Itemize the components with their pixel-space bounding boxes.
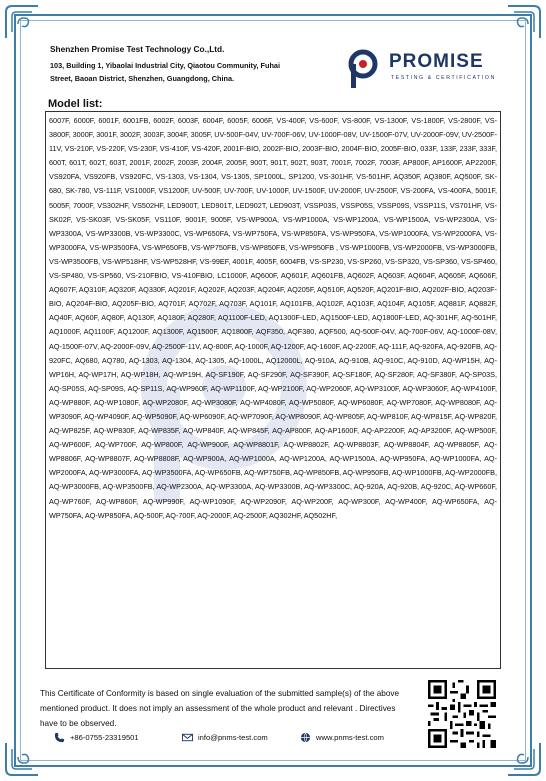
contact-phone: [54, 732, 139, 743]
email-icon: [182, 732, 193, 743]
company-address: [50, 59, 320, 85]
logo-tagline: TESTING & CERTIFICATION: [391, 75, 496, 81]
logo-wordmark: PROMISE: [389, 51, 484, 72]
corner-ornament-icon: [2, 739, 42, 779]
contact-email[interactable]: [182, 732, 268, 743]
address-line-2: Street, Baoan District, Shenzhen, Guangdong, China.: [50, 74, 235, 83]
promise-logo-mark: [345, 47, 385, 91]
website-url[interactable]: www.pnms-test.com: [316, 733, 384, 742]
company-name: Shenzhen Promise Test Technology Co.,Ltd.: [50, 44, 225, 54]
contact-website[interactable]: [300, 732, 384, 743]
model-list-text: 6007F, 6000F, 6001F, 6001FB, 6002F, 6003F, 6004F, 6005F, 6006F, VS-400F, VS-600F, VS-800F, VS-1300F, VS-1800F, VS-2800F, VS-3800F, 3000F, 3001F, 3002F, 3003F, 3004F, 3005F, UV-500F-04V, UV-700F-06V, UV-1000F-08V, UV-1500F-07V, UV-2000F-09V, UV-2500F-11V, VS-210F, VS-220F, VS-230F, VS-410F, VS-420F, 2001F-BIO, 2002F-BIO, 2003F-BIO, 2004F-BIO, 2005F-BIO, 033F, 133F, 233F, 333F, 600T, 601T, 602T, 603T, 2001F, 2002F, 2003F, 2004F, 2005F, 900T, 901T, 902T, 903T, 7001F, 7002F, 7003F, AP800F, AP1600F, AP2200F, VS920FA, VS920FB, VS920FC, VS-1303, VS-1304, VS-1305, SP1000L, SP1200, VS-301HF, VS-501HF, AQ350F, AQ380F, AQ500F, SK-680, SK-780, VS-111F, VS1000F, VS1200F, UV-500F, UV-700F, UV-1000F, UV-1500F, UV-2000F, UV-2500F, VS-200FA, VS-400FA, 5001F, 5005F, 7000F, VS302HF, VS502HF, LED900T, LED901T, LED902T, LED903T, VSSP03S, VSSP05S, VSSP09S, VSSP11S, VS701HF, VS-SK02F, VS-SK03F, VS-SK05F, VS110F, 9001F, 9005F, VS-WP900A, VS-WP1000A, VS-WP1200A, VS-WP1500A, VS-WP2300A, VS-WP3300A, VS-WP3300B, VS-WP3300C, VS-WP650FA, VS-WP750FA, VS-WP850FA, VS-WP950FA, VS-WP1000FA, VS-WP2000FA, VS-WP3000FA, VS-WP3500FA, VS-WP650FB, VS-WP750FB, VS-WP850FB, VS-WP950FB , VS-WP1000FB, VS-WP2000FB, VS-WP3000FB, VS-WP3500FB, VS-WP518HF, VS-WP528HF, VS-99EF, 4001F, 4005F, 6004FB, VS-SP230, VS-SP260, VS-SP320, VS-SP360, VS-SP460, VS-SP480, VS-SP560, VS-210FBIO, VS-410FBIO, LC1000F, AQ600F, AQ601F, AQ601FB, AQ602F, AQ603F, AQ604F, AQ605F, AQ606F, AQ607F, AQ310F, AQ320F, AQ330F, AQ201F, AQ202F, AQ203F, AQ204F, AQ205F, AQ510F, AQ520F, AQ201F-BIO, AQ202F-BIO, AQ203F-BIO, AQ204F-BIO, AQ205F-BIO, AQ701F, AQ702F, AQ703F, AQ101F, AQ101FB, AQ102F, AQ103F, AQ104F, AQ105F, AQ881F, AQ882F, AQ40F, AQ60F, AQ80F, AQ130F, AQ180F, AQ280F, AQ1100F-LED, AQ1300F-LED, AQ1500F-LED, AQ1800F-LED, AQ-301HF, AQ-501HF, AQ1000F, AQ1100F, AQ1200F, AQ1300F, AQ1500F, AQ1800F, AQF350, AQF380, AQF500, AQ-500F-04V, AQ-700F-06V, AQ-1000F-08V, AQ-1500F-07V, AQ-2000F-09V, AQ-2500F-11V, AQ-800F, AQ-1000F, AQ-1200F, AQ-1600F, AQ-2200F, AQ-111F, AQ-920FA, AQ-920FB, AQ-920FC, AQ680, AQ780, AQ-1303, AQ-1304, AQ-1305, AQ-1000L, AQ12000L, AQ-910A, AQ-910B, AQ-910C, AQ-910D, AQ-WP15H, AQ-WP16H, AQ-WP17H, AQ-WP18H, AQ-WP19H, AQ-SF190F, AQ-SF290F, AQ-SF390F, AQ-SF180F, AQ-SF280F, AQ-SF380F, AQ-SP03S, AQ-SP05S, AQ-SP09S, AQ-SP11S, AQ-WP960F, AQ-WP1100F, AQ-WP2100F, AQ-WP2060F, AQ-WP3100F, AQ-WP3060F, AQ-WP4100F, AQ-WP880F, AQ-WP1080F, AQ-WP2080F, AQ-WP3080F, AQ-WP4080F, AQ-WP5080F, AQ-WP6080F, AQ-WP7080F, AQ-WP8080F, AQ-WP3090F, AQ-WP4090F, AQ-WP5090F, AQ-WP6090F, AQ-WP7090F, AQ-WP8090F, AQ-WP805F, AQ-WP810F, AQ-WP815F, AQ-WP820F, AQ-WP825F, AQ-WP830F, AQ-WP835F, AQ-WP840F, AQ-WP845F, AQ-AP800F, AQ-AP1600F, AQ-AP2200F, AQ-AP3200F, AQ-WP500F, AQ-WP600F, AQ-WP700F, AQ-WP800F, AQ-WP900F, AQ-WP8801F, AQ-WP8802F, AQ-WP8803F, AQ-WP8804F, AQ-WP8805F, AQ-WP8806F, AQ-WP8807F, AQ-WP8808F, AQ-WP900A, AQ-WP1000A, AQ-WP1200A, AQ-WP1500A, AQ-WP950FA, AQ-WP1000FA, AQ-WP2000FA, AQ-WP3000FA, AQ-WP3500FA, AQ-WP650FB, AQ-WP750FB, AQ-WP850FB, AQ-WP950FB, AQ-WP1000FB, AQ-WP2000FB, AQ-WP3000FB, AQ-WP3500FB, AQ-WP2300A, AQ-WP3300A, AQ-WP3300B, AQ-WP3300C, AQ-920A, AQ-920B, AQ-920C, AQ-WP660F, AQ-WP760F, AQ-WP860F, AQ-WP990F, AQ-WP1090F, AQ-WP2090F, AQ-WP200F, AQ-WP300F, AQ-WP400F, AQ-WP650FA, AQ-WP750FA, AQ-WP850FA, AQ-500F, AQ-700F, AQ-2000F, AQ-2500F, AQ302HF, AQ502HF,: [49, 116, 497, 520]
contact-row: [54, 732, 414, 746]
model-list-box: [45, 111, 501, 669]
corner-ornament-icon: [2, 2, 42, 42]
conformity-statement: This Certificate of Conformity is based on single evaluation of the submitted sample(s) of the above mentioned product. It does not imply an assessment of the whole product and relevant . Directives have to be observed.: [40, 689, 400, 728]
corner-ornament-icon: [504, 739, 544, 779]
globe-icon: [300, 732, 311, 743]
phone-icon: [54, 732, 65, 743]
address-line-1: 103, Building 1, Yibaolai Industrial City, Qiaotou Community, Fuhai: [50, 61, 281, 70]
corner-ornament-icon: [504, 2, 544, 42]
qr-code-icon: [428, 680, 496, 748]
company-header: [50, 42, 320, 85]
email-address[interactable]: info@pnms-test.com: [198, 733, 268, 742]
promise-logo: [345, 47, 505, 91]
model-list-title: Model list:: [48, 98, 103, 110]
phone-number: +86-0755-23319501: [70, 733, 139, 742]
